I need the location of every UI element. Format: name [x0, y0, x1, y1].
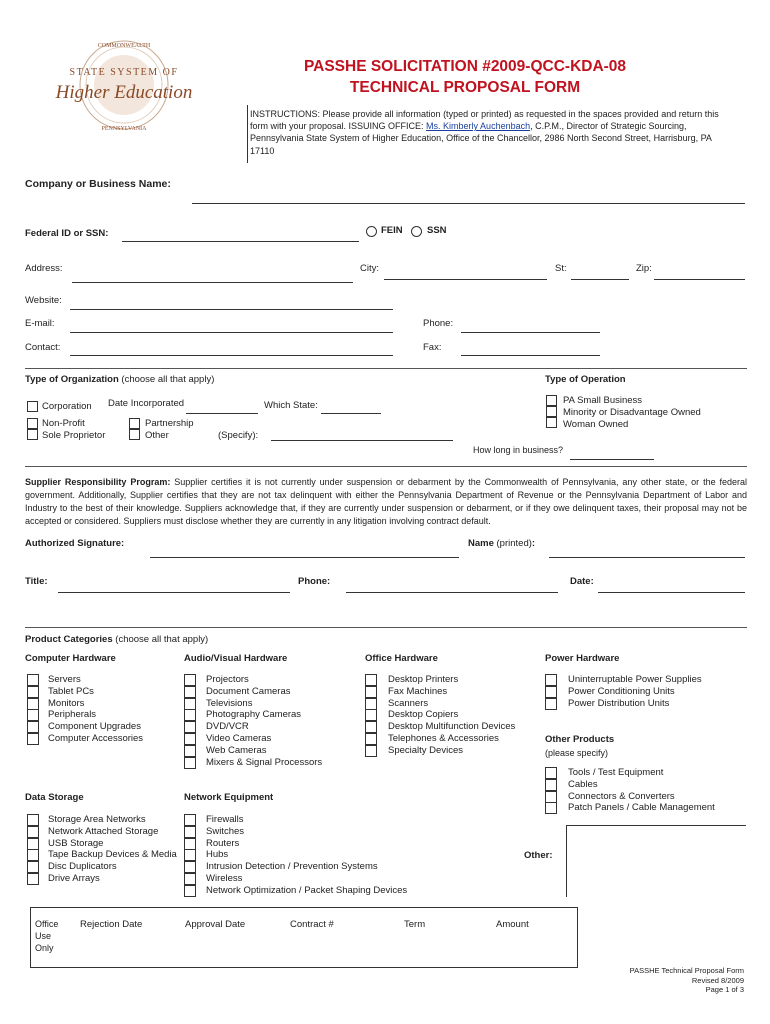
network-equipment-list [206, 814, 407, 897]
category-checkbox[interactable] [184, 861, 196, 873]
title-label: Title: [25, 576, 48, 587]
pa-small-business-label: PA Small Business [563, 395, 643, 406]
organization-type-heading: Type of Organization (choose all that apply) [25, 374, 215, 385]
category-checkbox[interactable] [184, 873, 196, 885]
list-item: Hubs [206, 849, 229, 861]
other-products-list [568, 767, 715, 814]
list-item: Scanners [388, 697, 429, 709]
category-checkbox[interactable] [27, 873, 39, 885]
category-checkbox[interactable] [27, 814, 39, 826]
list-item: Tools / Test Equipment [568, 767, 664, 778]
sole-proprietor-checkbox[interactable] [27, 429, 38, 440]
office-hardware-heading: Office Hardware [365, 653, 438, 664]
list-item: Firewalls [206, 814, 244, 825]
operation-type-heading: Type of Operation [545, 374, 626, 385]
category-checkbox[interactable] [365, 721, 377, 733]
list-item: Power Distribution Units [568, 697, 670, 709]
list-item: Network Attached Storage [48, 825, 159, 837]
authorized-signature-label: Authorized Signature: [25, 538, 125, 549]
date-label: Date: [570, 576, 594, 587]
corporation-checkbox[interactable] [27, 401, 38, 412]
state-label: St: [555, 263, 567, 274]
title-field[interactable] [58, 592, 290, 593]
category-checkbox[interactable] [545, 698, 557, 710]
ssn-radio[interactable] [411, 226, 422, 237]
contract-number-label: Contract # [290, 919, 334, 930]
city-field[interactable] [384, 279, 547, 280]
list-item: Storage Area Networks [48, 814, 146, 825]
list-item: Patch Panels / Cable Management [568, 802, 715, 814]
minority-owned-checkbox[interactable] [546, 406, 557, 417]
logo-top-text: STATE SYSTEM OF [69, 67, 179, 78]
category-checkbox[interactable] [365, 709, 377, 721]
category-checkbox[interactable] [184, 849, 196, 861]
network-equipment-heading: Network Equipment [184, 792, 274, 803]
office-hardware-list [388, 674, 515, 757]
woman-owned-label: Woman Owned [563, 418, 629, 430]
list-item: Network Optimization / Packet Shaping Devices [206, 884, 408, 896]
list-item: Cables [568, 778, 598, 790]
category-checkbox[interactable] [27, 861, 39, 873]
category-checkbox[interactable] [184, 838, 196, 850]
logo-ring-top-text: COMMONWEALTH [97, 43, 151, 49]
list-item: Desktop Printers [388, 674, 459, 685]
company-name-field[interactable] [192, 203, 745, 204]
nonprofit-checkbox[interactable] [27, 418, 38, 429]
list-item: Peripherals [48, 709, 97, 721]
av-hardware-heading: Audio/Visual Hardware [184, 653, 288, 664]
corporation-label: Corporation [42, 401, 92, 412]
partnership-checkbox[interactable] [129, 418, 140, 429]
how-long-label: How long in business? [473, 445, 564, 455]
phone-label: Phone: [423, 318, 454, 329]
list-item: Switches [206, 825, 245, 837]
list-item: Routers [206, 837, 240, 849]
pennsylvania-higher-education-seal-logo [42, 38, 207, 133]
list-item: Tablet PCs [48, 685, 94, 697]
category-checkbox[interactable] [365, 698, 377, 710]
power-hardware-heading: Power Hardware [545, 653, 620, 664]
category-checkbox[interactable] [184, 885, 196, 897]
authorized-signature-field[interactable] [150, 557, 459, 558]
federal-id-label: Federal ID or SSN: [25, 228, 109, 239]
category-checkbox[interactable] [184, 814, 196, 826]
list-item: DVD/VCR [206, 721, 249, 733]
nonprofit-label: Non-Profit [42, 418, 85, 429]
logo-main-text: Higher Education [55, 82, 193, 103]
list-item: Drive Arrays [48, 872, 100, 884]
category-checkbox[interactable] [27, 698, 39, 710]
signature-phone-field[interactable] [346, 592, 558, 593]
category-checkbox[interactable] [184, 698, 196, 710]
category-checkbox[interactable] [365, 674, 377, 686]
category-checkbox[interactable] [184, 674, 196, 686]
category-checkbox[interactable] [184, 686, 196, 698]
rejection-date-label: Rejection Date [80, 919, 143, 930]
list-item: Power Conditioning Units [568, 685, 675, 697]
email-label: E-mail: [25, 318, 55, 329]
name-printed-field[interactable] [549, 557, 745, 558]
list-item: Telephones & Accessories [388, 732, 499, 744]
list-item: Computer Accessories [48, 732, 144, 744]
which-state-label: Which State: [264, 400, 318, 411]
partnership-label: Partnership [145, 418, 194, 429]
fax-label: Fax: [423, 342, 442, 353]
computer-hardware-heading: Computer Hardware [25, 653, 116, 664]
logo-ring-bottom-text: PENNSYLVANIA [101, 126, 147, 132]
list-item: Video Cameras [206, 732, 272, 744]
specify-field[interactable] [271, 440, 453, 441]
federal-id-field[interactable] [122, 241, 359, 242]
list-item: Televisions [206, 697, 253, 709]
data-storage-heading: Data Storage [25, 792, 84, 803]
category-checkbox[interactable] [27, 674, 39, 686]
partnership-other-labels [145, 418, 194, 442]
form-title-solicitation: PASSHE SOLICITATION #2009-QCC-KDA-08 [303, 58, 627, 75]
category-checkbox[interactable] [27, 849, 39, 861]
operation-labels [563, 395, 701, 430]
list-item: Photography Cameras [206, 709, 302, 721]
category-checkbox[interactable] [184, 757, 196, 769]
category-checkbox[interactable] [184, 721, 196, 733]
zip-field[interactable] [654, 279, 745, 280]
power-hardware-list [568, 674, 702, 709]
category-checkbox[interactable] [545, 802, 557, 814]
computer-hardware-list [48, 674, 143, 745]
av-hardware-list [206, 674, 322, 768]
footer-revision: Revised 8/2009 [691, 975, 744, 985]
category-checkbox[interactable] [27, 826, 39, 838]
category-checkbox[interactable] [27, 721, 39, 733]
category-checkbox[interactable] [365, 733, 377, 745]
list-item: Desktop Multifunction Devices [388, 721, 516, 733]
list-item: Specialty Devices [388, 744, 463, 756]
state-field[interactable] [571, 279, 629, 280]
footer-form-name: PASSHE Technical Proposal Form [629, 966, 744, 975]
section-divider [25, 627, 747, 628]
other-org-checkbox[interactable] [129, 429, 140, 440]
approval-date-label: Approval Date [185, 919, 246, 930]
office-use-label: Office Use Only [35, 919, 59, 953]
list-item: Tape Backup Devices & Media [48, 849, 177, 861]
category-checkbox[interactable] [545, 674, 557, 686]
name-printed-label: Name (printed): [468, 538, 536, 549]
list-item: Web Cameras [206, 744, 267, 756]
instructions-divider [247, 105, 248, 163]
category-checkbox[interactable] [27, 709, 39, 721]
section-divider [25, 466, 747, 467]
office-use-box [30, 907, 578, 968]
how-long-field[interactable] [570, 459, 654, 460]
section-divider [25, 368, 747, 369]
list-item: Fax Machines [388, 685, 448, 697]
list-item: Desktop Copiers [388, 709, 459, 721]
other-products-note: (please specify) [545, 748, 609, 758]
category-checkbox[interactable] [27, 838, 39, 850]
category-checkbox[interactable] [365, 745, 377, 757]
other-products-heading: Other Products [545, 734, 615, 745]
phone-field[interactable] [461, 332, 600, 333]
signature-phone-label: Phone: [298, 576, 331, 587]
list-item: Component Upgrades [48, 721, 141, 733]
zip-label: Zip: [636, 263, 652, 274]
form-title-technical-proposal: TECHNICAL PROPOSAL FORM [349, 79, 581, 96]
footer-page-number: Page 1 of 3 [705, 985, 744, 994]
email-field[interactable] [70, 332, 393, 333]
list-item: Intrusion Detection / Prevention Systems [206, 861, 378, 873]
contact-label: Contact: [25, 342, 61, 353]
category-checkbox[interactable] [27, 686, 39, 698]
city-label: City: [360, 263, 379, 274]
data-storage-list [48, 814, 177, 885]
fein-radio[interactable] [366, 226, 377, 237]
term-label: Term [404, 919, 426, 930]
other-org-label: Other [145, 429, 169, 441]
list-item: Monitors [48, 697, 85, 709]
fax-field[interactable] [461, 355, 600, 356]
issuing-officer-link[interactable]: Ms. Kimberly Auchenbach [426, 121, 531, 132]
website-label: Website: [25, 295, 62, 306]
category-checkbox[interactable] [27, 733, 39, 745]
fein-label: FEIN [381, 225, 403, 236]
category-checkbox[interactable] [545, 686, 557, 698]
amount-label: Amount [496, 919, 529, 930]
address-label: Address: [25, 263, 63, 274]
sole-proprietor-label: Sole Proprietor [42, 429, 106, 441]
pa-small-business-checkbox[interactable] [546, 395, 557, 406]
category-checkbox[interactable] [365, 686, 377, 698]
company-name-label: Company or Business Name: [25, 178, 171, 190]
other-label: Other: [524, 850, 553, 861]
category-checkbox[interactable] [545, 791, 557, 803]
category-checkbox[interactable] [184, 709, 196, 721]
ssn-label: SSN [427, 225, 447, 236]
product-categories-heading: Product Categories (choose all that apply) [25, 634, 209, 645]
list-item: Wireless [206, 872, 243, 884]
category-checkbox[interactable] [545, 767, 557, 779]
category-checkbox[interactable] [184, 745, 196, 757]
category-checkbox[interactable] [184, 826, 196, 838]
list-item: Uninterruptable Power Supplies [568, 674, 702, 685]
specify-label: (Specify): [218, 430, 259, 441]
list-item: Connectors & Converters [568, 790, 675, 802]
which-state-field[interactable] [321, 413, 381, 414]
instructions-text: INSTRUCTIONS: Please provide all information (typed or printed) as requested in the spaces provided and return this form with your proposal. ISSUING OFFICE: Ms. Kimberly Auchenbach, C.P.M., Director of Strategic Sourcing, Pennsylvania State System of Higher Education, Office of the Chancellor, 2986 North Second Street, Harrisburg, PA 17110 [250, 109, 719, 156]
list-item: Disc Duplicators [48, 861, 117, 873]
date-incorporated-label: Date Incorporated [108, 398, 185, 409]
category-checkbox[interactable] [184, 733, 196, 745]
list-item: Mixers & Signal Processors [206, 756, 323, 768]
date-incorporated-field[interactable] [186, 413, 258, 414]
other-specify-box[interactable] [566, 825, 746, 897]
list-item: Document Cameras [206, 685, 291, 697]
date-field[interactable] [598, 592, 745, 593]
list-item: Projectors [206, 674, 249, 685]
website-field[interactable] [70, 309, 393, 310]
list-item: Servers [48, 674, 81, 685]
minority-owned-label: Minority or Disadvantage Owned [563, 406, 701, 418]
supplier-responsibility-paragraph: Supplier Responsibility Program: Supplier certifies it is not currently under suspension or debarment by the Commonwealth of Pennsylvania, any other state, or the federal government. Additionally, Supplier certifies that they are not tax delinquent with either the Pennsylvania Department of Revenue or the Pennsylvania Department of Labor and Industry to the best of their knowledge. Suppliers acknowledge that, if they are currently under suspension or debarment, or if they owe delinquent taxes, their proposal may not be accepted or considered. Suppliers must disclose whether they are currently in any litigation involving contract default. [25, 477, 747, 526]
woman-owned-checkbox[interactable] [546, 417, 557, 428]
nonprofit-sole-labels [42, 418, 105, 442]
category-checkbox[interactable] [545, 779, 557, 791]
address-field[interactable] [72, 282, 353, 283]
contact-field[interactable] [70, 355, 393, 356]
list-item: USB Storage [48, 837, 104, 849]
page-footer [630, 966, 744, 995]
